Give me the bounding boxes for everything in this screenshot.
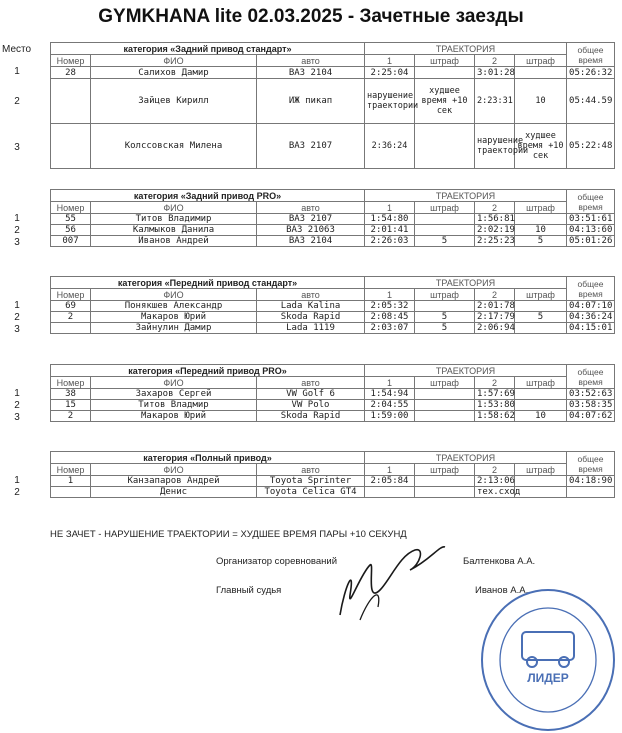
- category-table: [50, 42, 615, 169]
- run1-cell: 2:26:03: [365, 236, 415, 247]
- category-title: категория «Передний привод PRO»: [51, 365, 365, 377]
- run2-header: 2: [475, 464, 515, 476]
- penalty2-cell: 10: [515, 79, 567, 124]
- car-cell: ВАЗ 21063: [257, 225, 365, 236]
- page-title: GYMKHANA lite 02.03.2025 - Зачетные заезды: [98, 6, 524, 27]
- total-cell: 04:13:60: [567, 225, 615, 236]
- penalty1-cell: [415, 214, 475, 225]
- place-number: 1: [14, 66, 20, 77]
- place-number: 3: [14, 141, 20, 153]
- run2-cell: тех.сход: [475, 487, 515, 498]
- name-cell: Калмыков Данила: [91, 225, 257, 236]
- car-cell: Skoda Rapid: [257, 312, 365, 323]
- table-row: [51, 400, 615, 411]
- name-cell: Титов Владмир: [91, 400, 257, 411]
- number-header: Номер: [51, 55, 91, 67]
- penalty2-cell: 10: [515, 225, 567, 236]
- number-cell: [51, 323, 91, 334]
- run1-header: 1: [365, 464, 415, 476]
- table-row: [51, 487, 615, 498]
- penalty2-cell: худшее время +10 сек: [515, 124, 567, 169]
- penalty2-cell: [515, 400, 567, 411]
- car-cell: Toyota Celica GT4: [257, 487, 365, 498]
- penalty2-cell: [515, 476, 567, 487]
- place-number: 2: [14, 311, 20, 323]
- total-cell: 03:58:35: [567, 400, 615, 411]
- run2-cell: 2:06:94: [475, 323, 515, 334]
- penalty1-header: штраф: [415, 289, 475, 301]
- car-cell: ВАЗ 2104: [257, 67, 365, 79]
- penalty2-cell: 5: [515, 312, 567, 323]
- table-row: [51, 124, 615, 169]
- penalty1-header: штраф: [415, 377, 475, 389]
- total-time-header: общее время: [567, 190, 615, 214]
- run1-cell: 2:08:45: [365, 312, 415, 323]
- number-header: Номер: [51, 202, 91, 214]
- run2-cell: 3:01:28: [475, 67, 515, 79]
- place-column-header: Место: [2, 44, 32, 55]
- car-cell: ВАЗ 2107: [257, 214, 365, 225]
- run2-cell: 2:01:78: [475, 301, 515, 312]
- penalty1-cell: 5: [415, 312, 475, 323]
- penalty1-cell: [415, 389, 475, 400]
- run2-header: 2: [475, 55, 515, 67]
- trajectory-header: ТРАЕКТОРИЯ: [365, 277, 567, 289]
- penalty2-cell: [515, 323, 567, 334]
- car-cell: Skoda Rapid: [257, 411, 365, 422]
- car-cell: ВАЗ 2104: [257, 236, 365, 247]
- penalty2-cell: [515, 487, 567, 498]
- trajectory-header: ТРАЕКТОРИЯ: [365, 190, 567, 202]
- name-header: ФИО: [91, 377, 257, 389]
- run1-cell: 2:25:04: [365, 67, 415, 79]
- run1-cell: 1:54:94: [365, 389, 415, 400]
- car-header: авто: [257, 289, 365, 301]
- total-cell: 05:22:48: [567, 124, 615, 169]
- car-cell: Toyota Sprinter: [257, 476, 365, 487]
- penalty1-cell: 5: [415, 236, 475, 247]
- name-cell: Макаров Юрий: [91, 312, 257, 323]
- run2-header: 2: [475, 377, 515, 389]
- organization-stamp: [478, 582, 618, 732]
- table-row: [51, 301, 615, 312]
- organizer-label: Организатор соревнований: [216, 556, 338, 567]
- category-title: категория «Задний привод стандарт»: [51, 43, 365, 55]
- penalty2-cell: 10: [515, 411, 567, 422]
- place-number: 3: [14, 236, 20, 248]
- trajectory-header: ТРАЕКТОРИЯ: [365, 43, 567, 55]
- penalty1-cell: худшее время +10 сек: [415, 79, 475, 124]
- name-header: ФИО: [91, 464, 257, 476]
- name-cell: Иванов Андрей: [91, 236, 257, 247]
- run1-cell: 2:05:84: [365, 476, 415, 487]
- run2-header: 2: [475, 202, 515, 214]
- place-number: 3: [14, 323, 20, 335]
- category-table: [50, 189, 615, 247]
- number-cell: 56: [51, 225, 91, 236]
- name-header: ФИО: [91, 202, 257, 214]
- total-time-header: общее время: [567, 365, 615, 389]
- category-title: категория «Задний привод PRO»: [51, 190, 365, 202]
- number-cell: 69: [51, 301, 91, 312]
- category-title: категория «Полный привод»: [51, 452, 365, 464]
- run1-header: 1: [365, 202, 415, 214]
- car-header: авто: [257, 377, 365, 389]
- total-cell: 04:07:10: [567, 301, 615, 312]
- penalty1-cell: [415, 301, 475, 312]
- category-table: [50, 364, 615, 422]
- judge-name: Иванов А.А.: [475, 585, 529, 596]
- place-number: 2: [14, 486, 20, 498]
- run2-cell: 1:56:81: [475, 214, 515, 225]
- run2-cell: 2:25:23: [475, 236, 515, 247]
- name-cell: Денис: [91, 487, 257, 498]
- name-cell: Колссовская Милена: [91, 124, 257, 169]
- total-cell: 05:44.59: [567, 79, 615, 124]
- penalty1-header: штраф: [415, 464, 475, 476]
- car-cell: Lada 1119: [257, 323, 365, 334]
- trajectory-header: ТРАЕКТОРИЯ: [365, 365, 567, 377]
- name-cell: Зайцев Кирилл: [91, 79, 257, 124]
- number-header: Номер: [51, 289, 91, 301]
- table-row: [51, 225, 615, 236]
- place-number: 2: [14, 399, 20, 411]
- name-header: ФИО: [91, 289, 257, 301]
- car-cell: VW Golf 6: [257, 389, 365, 400]
- penalty1-cell: [415, 487, 475, 498]
- run2-cell: 2:13:06: [475, 476, 515, 487]
- disqualification-note: НЕ ЗАЧЕТ - НАРУШЕНИЕ ТРАЕКТОРИИ = ХУДШЕЕ ВРЕМЯ ПАРЫ +10 СЕКУНД: [50, 529, 407, 540]
- total-cell: [567, 487, 615, 498]
- table-row: [51, 236, 615, 247]
- table-row: [51, 411, 615, 422]
- total-cell: 04:07:62: [567, 411, 615, 422]
- penalty1-cell: [415, 225, 475, 236]
- table-row: [51, 79, 615, 124]
- car-cell: ИЖ пикап: [257, 79, 365, 124]
- run1-cell: 1:59:00: [365, 411, 415, 422]
- penalty1-cell: [415, 400, 475, 411]
- svg-text:ЛИДЕР: ЛИДЕР: [527, 671, 569, 685]
- run2-cell: 1:58:62: [475, 411, 515, 422]
- run2-cell: 1:57:69: [475, 389, 515, 400]
- place-number: 1: [14, 299, 20, 311]
- penalty1-cell: [415, 124, 475, 169]
- penalty2-cell: 5: [515, 236, 567, 247]
- penalty1-cell: [415, 476, 475, 487]
- run1-cell: [365, 487, 415, 498]
- number-cell: 1: [51, 476, 91, 487]
- name-cell: Канзапаров Андрей: [91, 476, 257, 487]
- name-cell: Салихов Дамир: [91, 67, 257, 79]
- car-header: авто: [257, 55, 365, 67]
- number-cell: 28: [51, 67, 91, 79]
- penalty2-cell: [515, 67, 567, 79]
- total-cell: 03:52:63: [567, 389, 615, 400]
- place-number: 2: [14, 224, 20, 236]
- table-row: [51, 389, 615, 400]
- total-cell: 04:36:24: [567, 312, 615, 323]
- name-cell: Титов Владимир: [91, 214, 257, 225]
- penalty2-header: штраф: [515, 55, 567, 67]
- place-number: 2: [14, 95, 20, 107]
- number-cell: 15: [51, 400, 91, 411]
- place-number: 1: [14, 387, 20, 399]
- name-cell: Макаров Юрий: [91, 411, 257, 422]
- run1-cell: нарушение траектории: [365, 79, 415, 124]
- number-header: Номер: [51, 377, 91, 389]
- run1-cell: 2:01:41: [365, 225, 415, 236]
- car-cell: Lada Kalina: [257, 301, 365, 312]
- table-row: [51, 476, 615, 487]
- total-time-header: общее время: [567, 452, 615, 476]
- penalty2-cell: [515, 389, 567, 400]
- penalty1-cell: [415, 67, 475, 79]
- total-cell: 04:18:90: [567, 476, 615, 487]
- name-cell: Зайнулин Дамир: [91, 323, 257, 334]
- number-cell: [51, 487, 91, 498]
- number-cell: 007: [51, 236, 91, 247]
- trajectory-header: ТРАЕКТОРИЯ: [365, 452, 567, 464]
- penalty2-cell: [515, 301, 567, 312]
- car-cell: ВАЗ 2107: [257, 124, 365, 169]
- table-row: [51, 312, 615, 323]
- name-cell: Захаров Сергей: [91, 389, 257, 400]
- penalty1-header: штраф: [415, 55, 475, 67]
- run2-cell: 2:17:79: [475, 312, 515, 323]
- run1-cell: 2:04:55: [365, 400, 415, 411]
- penalty2-header: штраф: [515, 464, 567, 476]
- penalty1-cell: [415, 411, 475, 422]
- category-table: [50, 276, 615, 334]
- run1-cell: 2:36:24: [365, 124, 415, 169]
- run2-header: 2: [475, 289, 515, 301]
- run1-cell: 1:54:80: [365, 214, 415, 225]
- run2-cell: 1:53:80: [475, 400, 515, 411]
- total-time-header: общее время: [567, 43, 615, 67]
- total-cell: 05:01:26: [567, 236, 615, 247]
- number-cell: 2: [51, 411, 91, 422]
- number-cell: [51, 79, 91, 124]
- category-table: [50, 451, 615, 498]
- handwritten-signature: [320, 535, 450, 625]
- run2-cell: нарушение траектории: [475, 124, 515, 169]
- place-number: 3: [14, 411, 20, 423]
- penalty2-cell: [515, 214, 567, 225]
- penalty1-header: штраф: [415, 202, 475, 214]
- total-cell: 05:26:32: [567, 67, 615, 79]
- organizer-name: Балтенкова А.А.: [463, 556, 536, 567]
- run2-cell: 2:23:31: [475, 79, 515, 124]
- run1-header: 1: [365, 55, 415, 67]
- car-header: авто: [257, 202, 365, 214]
- number-cell: 55: [51, 214, 91, 225]
- run1-header: 1: [365, 289, 415, 301]
- car-cell: VW Polo: [257, 400, 365, 411]
- category-title: категория «Передний привод стандарт»: [51, 277, 365, 289]
- run1-header: 1: [365, 377, 415, 389]
- penalty2-header: штраф: [515, 202, 567, 214]
- run2-cell: 2:02:19: [475, 225, 515, 236]
- number-header: Номер: [51, 464, 91, 476]
- penalty2-header: штраф: [515, 289, 567, 301]
- total-cell: 03:51:61: [567, 214, 615, 225]
- number-cell: [51, 124, 91, 169]
- total-time-header: общее время: [567, 277, 615, 301]
- place-number: 1: [14, 212, 20, 224]
- number-cell: 38: [51, 389, 91, 400]
- table-row: [51, 67, 615, 79]
- place-number: 1: [14, 474, 20, 486]
- run1-cell: 2:05:32: [365, 301, 415, 312]
- car-header: авто: [257, 464, 365, 476]
- penalty2-header: штраф: [515, 377, 567, 389]
- table-row: [51, 323, 615, 334]
- table-row: [51, 214, 615, 225]
- run1-cell: 2:03:07: [365, 323, 415, 334]
- name-header: ФИО: [91, 55, 257, 67]
- name-cell: Понякшев Александр: [91, 301, 257, 312]
- number-cell: 2: [51, 312, 91, 323]
- total-cell: 04:15:01: [567, 323, 615, 334]
- penalty1-cell: 5: [415, 323, 475, 334]
- judge-label: Главный судья: [216, 585, 282, 596]
